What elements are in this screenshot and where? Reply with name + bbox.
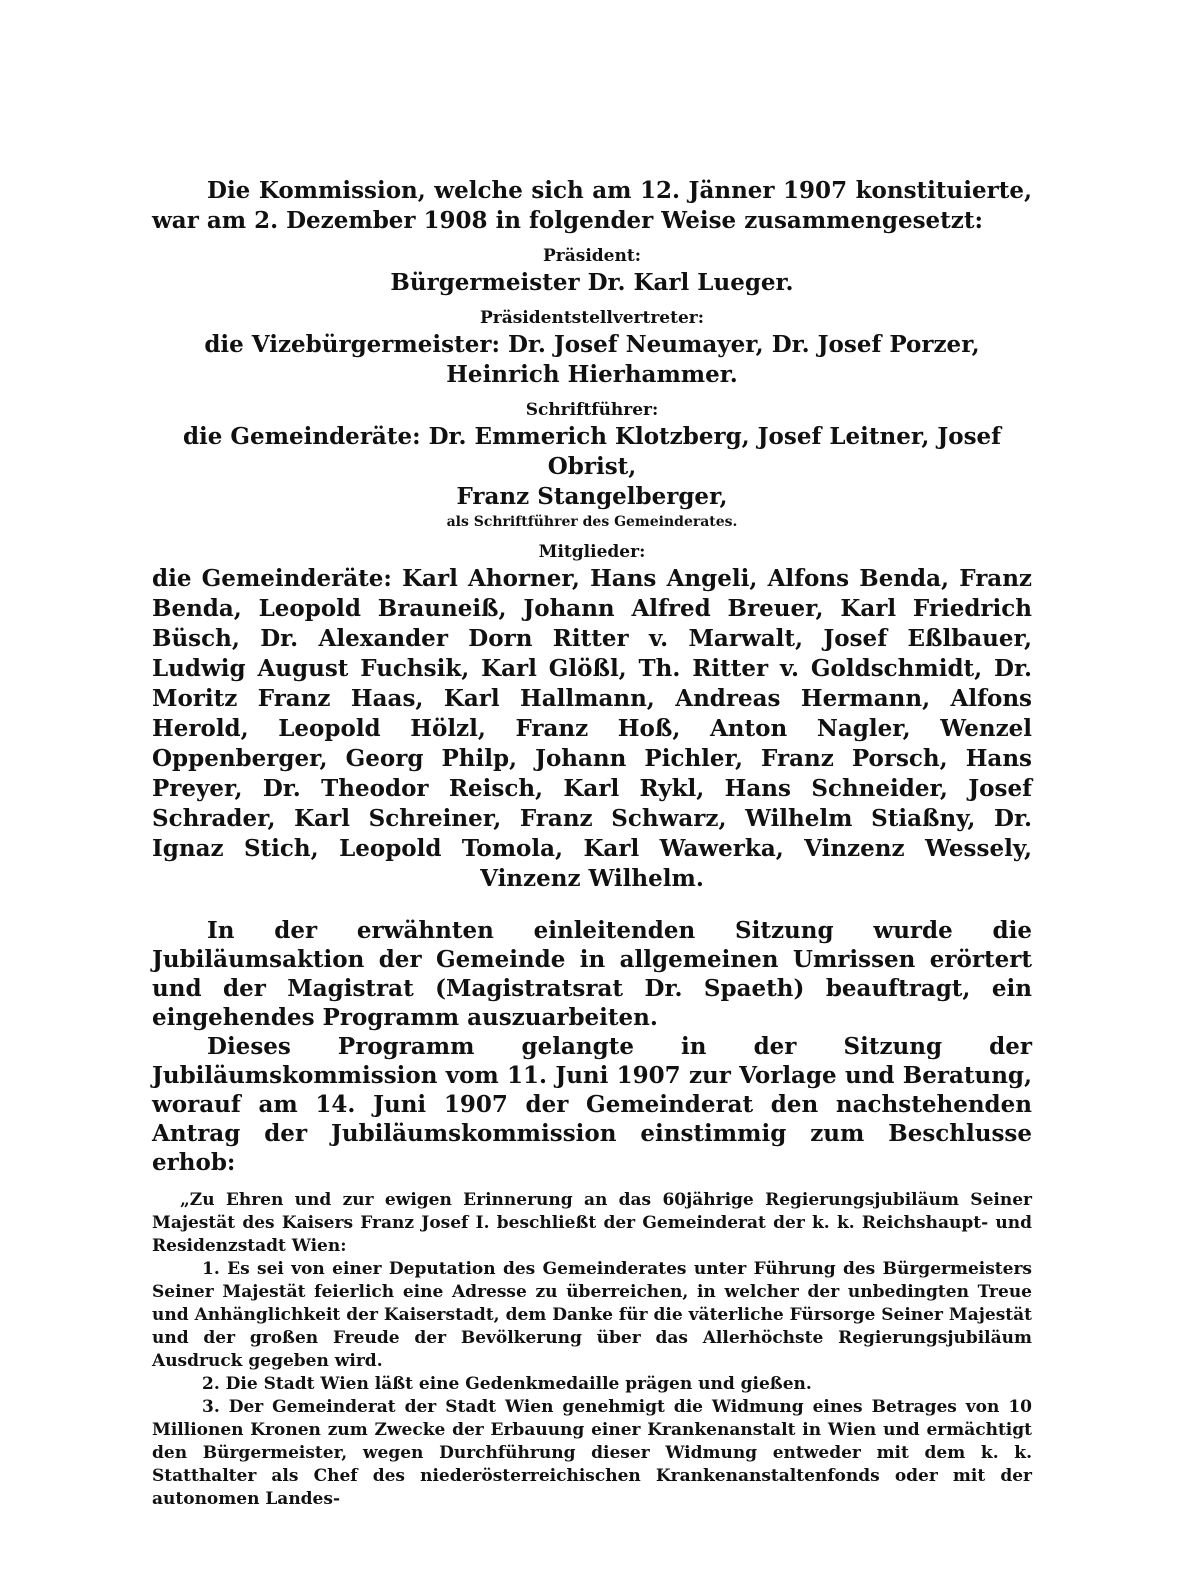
deputies-section [152,306,1032,390]
resolution-quote [152,1189,1032,1511]
secretaries-line-2: Franz Stangelberger, [456,483,728,510]
members-list: die Gemeinderäte: Karl Ahorner, Hans Angeli, Alfons Benda, Franz Benda, Leopold Brauneiß, Johann Alfred Breuer, Karl Friedrich Büsch, Dr. Alexander Dorn Ritter v. Marwalt, Josef Eßlbauer, Ludwig August Fuchsik, Karl Glößl, Th. Ritter v. Goldschmidt, Dr. Moritz Franz Haas, Karl Hallmann, Andreas Hermann, Alfons Herold, Leopold Hölzl, Franz Hoß, Anton Nagler, Wenzel Oppenberger, Georg Philp, Johann Pichler, Franz Porsch, Hans Preyer, Dr. Theodor Reisch, Karl Rykl, Hans Schneider, Josef Schrader, Karl Schreiner, Franz Schwarz, Wilhelm Stiaßny, Dr. Ignaz Stich, Leopold Tomola, Karl Wawerka, Vinzenz Wessely, Vinzenz Wilhelm. [152,565,1032,892]
deputies-line-2: Heinrich Hierhammer. [446,361,738,388]
quote-item-2: 2. Die Stadt Wien läßt eine Gedenkmedaille prägen und gießen. [202,1374,812,1394]
secretaries-section [152,398,1032,532]
secretaries-line-1: die Gemeinderäte: Dr. Emmerich Klotzberg, Josef Leitner, Josef Obrist, [182,423,1002,480]
document-page [152,176,1032,1511]
deputies-heading: Präsidentstellvertreter: [479,308,705,328]
president-section [152,244,1032,298]
section-spacer [152,894,1032,916]
president-heading: Präsident: [543,246,641,266]
president-name: Bürgermeister Dr. Karl Lueger. [390,269,794,296]
body-paragraph-1: In der erwähnten einleitenden Sitzung wurde die Jubiläumsaktion der Gemeinde in allgemeinen Umrissen erörtert und der Magistrat (Magistratsrat Dr. Spaeth) beauftragt, ein eingehendes Programm auszuarbeiten. [152,917,1032,1031]
secretaries-note: als Schriftführer des Gemeinderates. [446,514,738,530]
quote-intro: „Zu Ehren und zur ewigen Erinnerung an das 60jährige Regierungsjubiläum Seiner Majestät des Kaisers Franz Josef I. beschließt der Gemeinderat der k. k. Reichshaupt- und Residenzstadt Wien: [152,1190,1032,1256]
quote-item-1: 1. Es sei von einer Deputation des Gemeinderates unter Führung des Bürgermeisters Seiner Majestät feierlich eine Adresse zu überreichen, in welcher der unbedingten Treue und Anhänglichkeit der Kaiserstadt, dem Danke für die väterliche Fürsorge Seiner Majestät und der großen Freude der Bevölkerung über das Allerhöchste Regierungsjubiläum Ausdruck gegeben wird. [152,1259,1032,1371]
quote-item-3: 3. Der Gemeinderat der Stadt Wien genehmigt die Widmung eines Betrages von 10 Millionen Kronen zum Zwecke der Erbauung einer Krankenanstalt in Wien und ermächtigt den Bürgermeister, wegen Durchführung dieser Widmung entweder mit dem k. k. Statthalter als Chef des niederösterreichischen Krankenanstaltenfonds oder mit der autonomen Landes- [152,1397,1032,1509]
secretaries-heading: Schriftführer: [525,400,659,420]
members-heading: Mitglieder: [538,542,646,562]
members-section [152,540,1032,894]
deputies-line-1: die Vizebürgermeister: Dr. Josef Neumayer, Dr. Josef Porzer, [204,331,980,358]
body-paragraph-2: Dieses Programm gelangte in der Sitzung der Jubiläumskommission vom 11. Juni 1907 zur Vorlage und Beratung, worauf am 14. Juni 1907 der Gemeinderat den nachstehenden Antrag der Jubiläumskommission einstimmig zum Beschlusse erhob: [152,1033,1032,1176]
intro-paragraph: Die Kommission, welche sich am 12. Jänner 1907 konstituierte, war am 2. Dezember 1908 in folgender Weise zusammengesetzt: [152,177,1032,234]
